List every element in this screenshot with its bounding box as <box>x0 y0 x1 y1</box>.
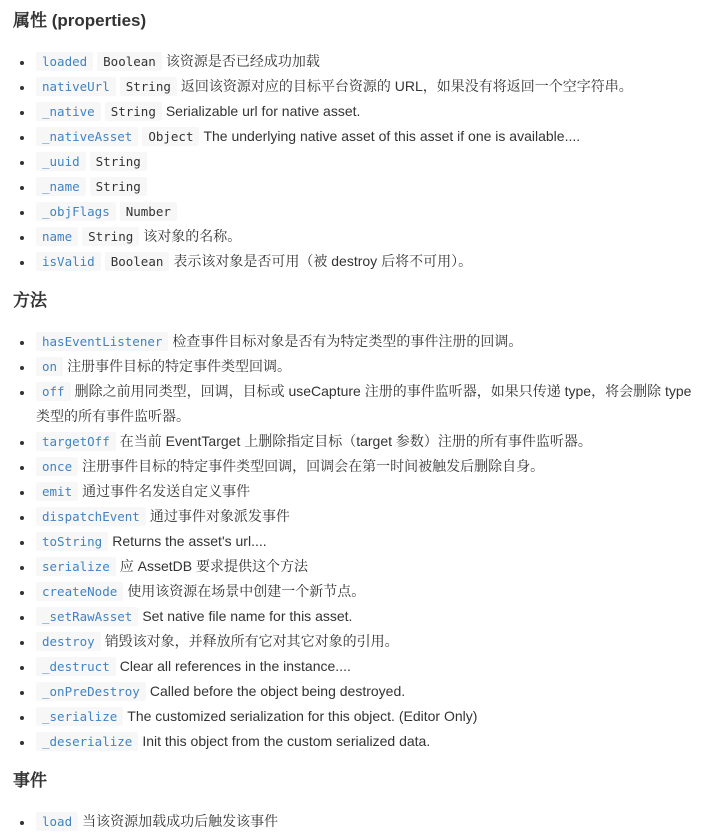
member-list-item <box>34 554 705 579</box>
member-type-badge: Object <box>142 127 199 146</box>
member-list-item <box>34 379 705 429</box>
member-name-link[interactable]: serialize <box>36 557 116 576</box>
member-description: 删除之前用同类型，回调，目标或 useCapture 注册的事件监听器，如果只传递 type，将会删除 type 类型的所有事件监听器。 <box>36 383 692 424</box>
member-type-badge: Number <box>120 202 177 221</box>
member-description: 在当前 EventTarget 上删除指定目标（target 参数）注册的所有事件监听器。 <box>119 433 592 449</box>
member-name-link[interactable]: _setRawAsset <box>36 607 138 626</box>
section-methods <box>13 290 705 754</box>
member-name-link[interactable]: _deserialize <box>36 732 138 751</box>
member-description: 销毁该对象，并释放所有它对其它对象的引用。 <box>104 633 399 649</box>
member-list-item <box>34 809 705 834</box>
member-description: 应 AssetDB 要求提供这个方法 <box>119 558 308 574</box>
member-name-link[interactable]: off <box>36 382 71 401</box>
member-name-link[interactable]: emit <box>36 482 78 501</box>
member-list <box>13 809 705 834</box>
member-list-item <box>34 49 705 74</box>
member-list-item <box>34 604 705 629</box>
member-description: 注册事件目标的特定事件类型回调。 <box>67 358 292 374</box>
member-description: 检查事件目标对象是否有为特定类型的事件注册的回调。 <box>172 333 523 349</box>
member-description: 当该资源加载成功后触发该事件 <box>82 813 279 829</box>
member-type-badge: String <box>90 152 147 171</box>
member-list-item <box>34 74 705 99</box>
member-type-badge: Boolean <box>105 252 170 271</box>
member-description: 通过事件名发送自定义事件 <box>82 483 251 499</box>
member-description: The underlying native asset of this asset if one is available.... <box>203 128 581 144</box>
section-properties <box>13 10 705 274</box>
member-list-item <box>34 504 705 529</box>
member-name-link[interactable]: _name <box>36 177 86 196</box>
member-name-link[interactable]: _uuid <box>36 152 86 171</box>
member-list-item <box>34 454 705 479</box>
member-type-badge: String <box>82 227 139 246</box>
member-name-link[interactable]: nativeUrl <box>36 77 116 96</box>
member-type-badge: Boolean <box>97 52 162 71</box>
member-list-item <box>34 704 705 729</box>
member-list-item <box>34 429 705 454</box>
member-description: Set native file name for this asset. <box>142 608 353 624</box>
member-description: 返回该资源对应的目标平台资源的 URL，如果没有将返回一个空字符串。 <box>180 78 633 94</box>
member-name-link[interactable]: dispatchEvent <box>36 507 146 526</box>
member-name-link[interactable]: hasEventListener <box>36 332 168 351</box>
member-name-link[interactable]: once <box>36 457 78 476</box>
member-description: 通过事件对象派发事件 <box>149 508 290 524</box>
member-list-item <box>34 729 705 754</box>
section-heading: 事件 <box>13 771 47 790</box>
member-list <box>13 329 705 754</box>
member-type-badge: String <box>120 77 177 96</box>
member-list-item <box>34 654 705 679</box>
member-type-badge: String <box>105 102 162 121</box>
member-list-item <box>34 224 705 249</box>
member-name-link[interactable]: _onPreDestroy <box>36 682 146 701</box>
member-name-link[interactable]: _nativeAsset <box>36 127 138 146</box>
member-name-link[interactable]: _destruct <box>36 657 116 676</box>
member-name-link[interactable]: on <box>36 357 63 376</box>
section-heading: 属性 (properties) <box>13 11 147 30</box>
member-description: 表示该对象是否可用（被 destroy 后将不可用）。 <box>173 253 473 269</box>
member-list-item <box>34 249 705 274</box>
member-list-item <box>34 679 705 704</box>
doc-content <box>13 10 705 834</box>
member-description: 使用该资源在场景中创建一个新节点。 <box>127 583 366 599</box>
member-description: Init this object from the custom serialized data. <box>142 733 431 749</box>
member-list-item <box>34 579 705 604</box>
member-description: 注册事件目标的特定事件类型回调，回调会在第一时间被触发后删除自身。 <box>82 458 545 474</box>
member-name-link[interactable]: createNode <box>36 582 123 601</box>
member-name-link[interactable]: loaded <box>36 52 93 71</box>
member-list-item <box>34 329 705 354</box>
member-name-link[interactable]: targetOff <box>36 432 116 451</box>
member-list-item <box>34 124 705 149</box>
member-list-item <box>34 479 705 504</box>
member-name-link[interactable]: load <box>36 812 78 831</box>
member-name-link[interactable]: toString <box>36 532 108 551</box>
member-name-link[interactable]: destroy <box>36 632 101 651</box>
member-name-link[interactable]: isValid <box>36 252 101 271</box>
member-name-link[interactable]: name <box>36 227 78 246</box>
member-description: Clear all references in the instance.... <box>119 658 351 674</box>
member-list-item <box>34 174 705 199</box>
member-list-item <box>34 149 705 174</box>
member-description: The customized serialization for this object. (Editor Only) <box>127 708 478 724</box>
member-description: 该对象的名称。 <box>143 228 242 244</box>
member-list-item <box>34 529 705 554</box>
member-list <box>13 49 705 274</box>
section-heading: 方法 <box>13 291 47 310</box>
member-description: Returns the asset's url.... <box>112 533 267 549</box>
member-list-item <box>34 629 705 654</box>
member-name-link[interactable]: _objFlags <box>36 202 116 221</box>
member-list-item <box>34 354 705 379</box>
member-list-item <box>34 99 705 124</box>
member-type-badge: String <box>90 177 147 196</box>
member-description: Called before the object being destroyed. <box>149 683 406 699</box>
member-list-item <box>34 199 705 224</box>
member-name-link[interactable]: _serialize <box>36 707 123 726</box>
member-description: Serializable url for native asset. <box>165 103 361 119</box>
member-name-link[interactable]: _native <box>36 102 101 121</box>
member-description: 该资源是否已经成功加载 <box>165 53 320 69</box>
section-events <box>13 770 705 834</box>
